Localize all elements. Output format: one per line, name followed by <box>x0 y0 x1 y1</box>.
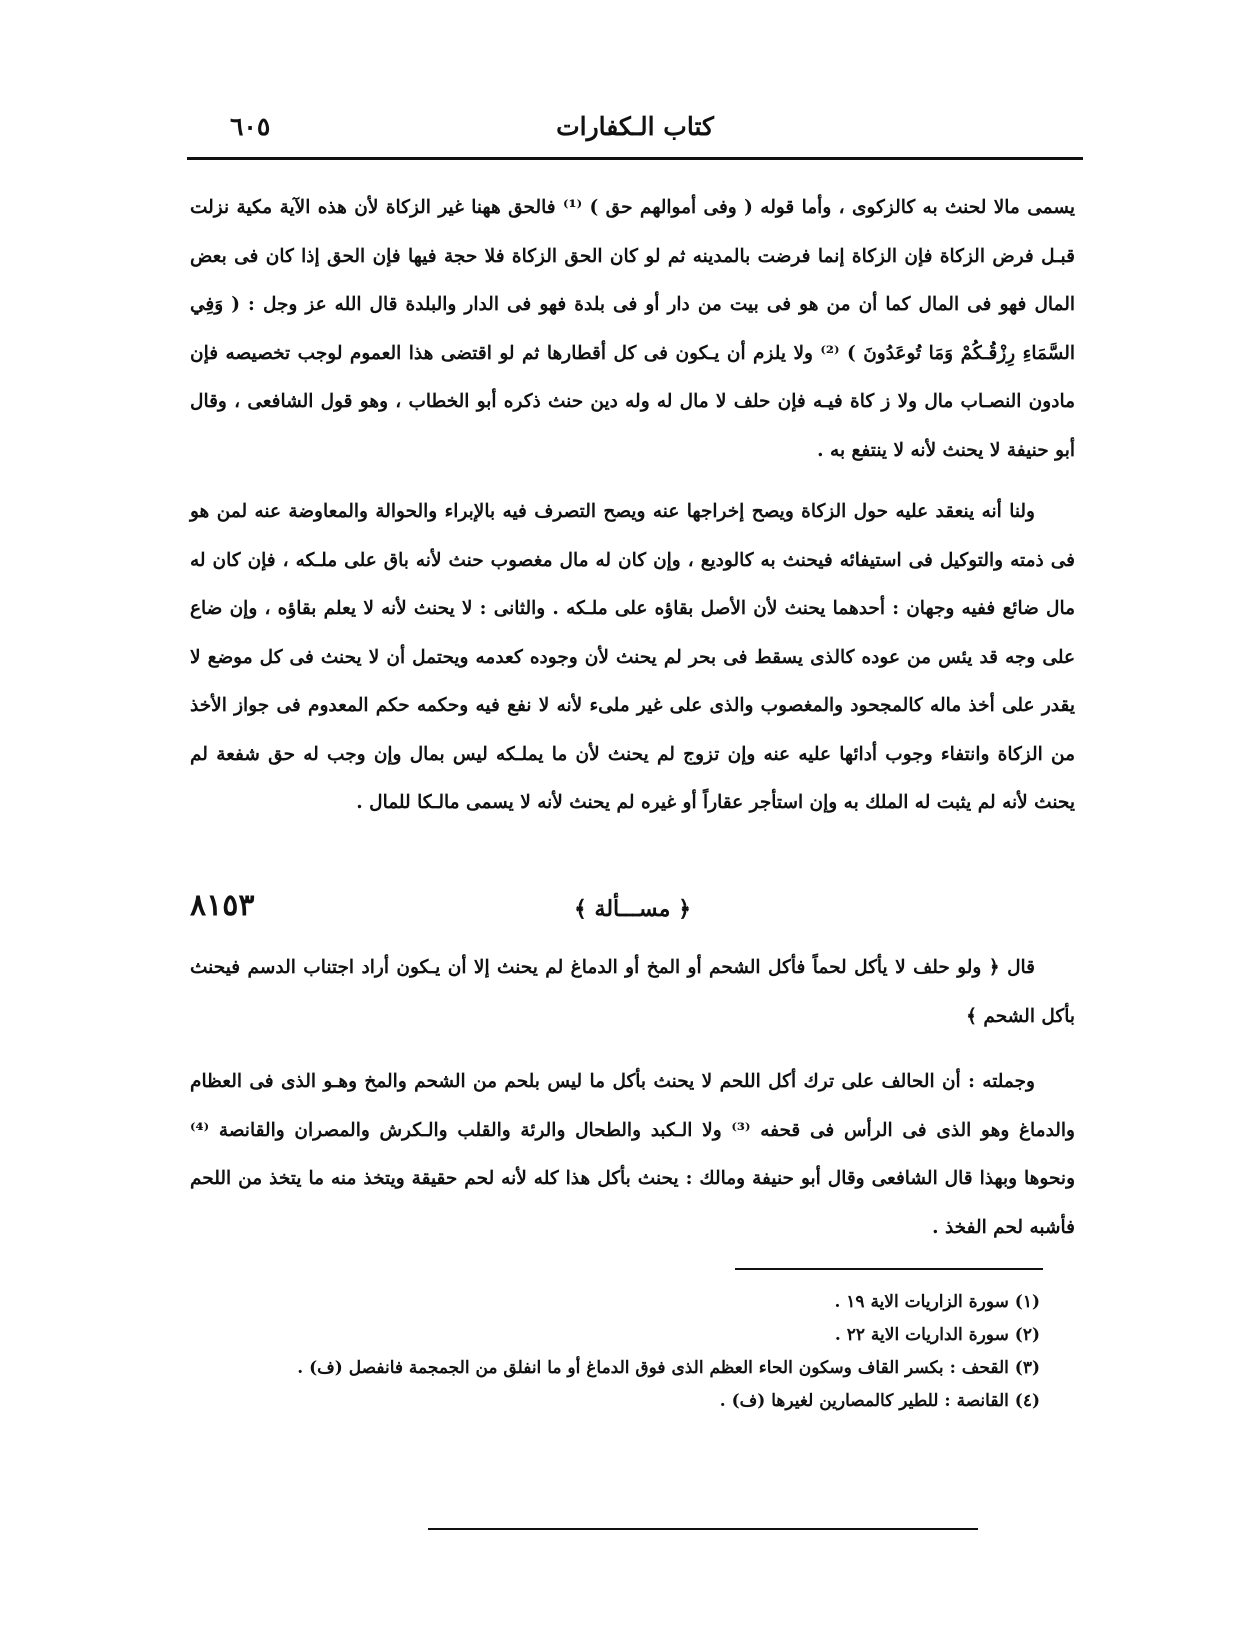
body-paragraph-3 <box>190 944 1075 1041</box>
body-paragraph-4 <box>190 1058 1075 1252</box>
footnote-3: (٣) القحف : بكسر القاف وسكون الحاء العظم الذى فوق الدماغ أو ما انفلق من الجمجمة فانفصل (ف) . <box>297 1358 1040 1378</box>
bottom-divider <box>428 1528 978 1530</box>
paragraph-text: قال ﴿ ولو حلف لا يأكل لحماً فأكل الشحم أو المخ أو الدماغ لم يحنث إلا أن يـكون أراد اجتناب الدسم فيحنث بأكل الشحم ﴾ <box>190 957 1075 1027</box>
masala-number: ٨١٥٣ <box>190 888 255 923</box>
body-paragraph-1 <box>190 184 1075 475</box>
footnote-4: (٤) القانصة : للطير كالمصارين لغيرها (ف) . <box>719 1391 1040 1411</box>
body-paragraph-2 <box>190 488 1075 828</box>
masala-title: ﴿ مســـألة ﴾ <box>573 896 692 922</box>
footnotes <box>200 1286 1040 1418</box>
page-header <box>190 112 1080 152</box>
paragraph-text: يسمى مالا لحنث به كالزكوى ، وأما قوله ( وفى أموالهم حق ) ⁽¹⁾ فالحق ههنا غير الزكاة لأن هذه الآية مكية نزلت قبـل فرض الزكاة فإن الزكاة إنما فرضت بالمدينه ثم لو كان الحق الزكاة فلا حجة فيها فإن الحق إذا كان فى بعض المال فهو فى المال كما أن من هو فى بيت من دار أو فى بلدة فهو فى الدار والبلدة قال الله عز وجل : ( وَفِي السَّمَاءِ رِزْقُـكُمْ وَمَا تُوعَدُونَ ) ⁽²⁾ ولا يلزم أن يـكون فى كل أقطارها ثم لو اقتضى هذا العموم لوجب تخصيصه فإن مادون النصـاب مال ولا ز كاة فيـه فإن حلف لا مال له وله دين حنث ذكره أبو الخطاب ، وهو قول الشافعى ، وقال أبو حنيفة لا يحنث لأنه لا ينتفع به . <box>190 197 1075 461</box>
masala-heading <box>190 888 1075 938</box>
footnote-divider <box>735 1268 1043 1270</box>
footnote-1: (١) سورة الزاريات الاية ١٩ . <box>834 1292 1040 1312</box>
paragraph-text: ولنا أنه ينعقد عليه حول الزكاة ويصح إخراجها عنه ويصح التصرف فيه بالإبراء والحوالة والمعاوضة عنه لمن هو فى ذمته والتوكيل فى استيفائه فيحنث به كالوديع ، وإن كان له مال مغصوب حنث لأنه باق على ملـكه ، فإن كان له مال ضائع ففيه وجهان : أحدهما يحنث لأن الأصل بقاؤه على ملـكه . والثانى : لا يحنث لأنه لا يعلم بقاؤه ، وإن ضاع على وجه قد يئس من عوده كالذى يسقط فى بحر لم يحنث لأن وجوده كعدمه ويحتمل أن لا يحنث فى كل موضع لا يقدر على أخذ ماله كالمجحود والمغصوب والذى على غير ملىء لأنه لا نفع فيه وحكمه حكم المعدوم فى جواز الأخذ من الزكاة وانتفاء وجوب أدائها عليه عنه وإن تزوج لم يحنث لأن ما يملـكه ليس بمال وإن وجب له حق شفعة لم يحنث لأنه لم يثبت له الملك به وإن استأجر عقاراً أو غيره لم يحنث لأنه لا يسمى مالـكا للمال . <box>190 501 1075 813</box>
footnote-2: (٢) سورة الداريات الاية ٢٢ . <box>834 1325 1040 1345</box>
running-title: كتاب الـكفارات <box>556 112 714 141</box>
header-divider <box>187 157 1083 160</box>
page-number: ٦٠٥ <box>230 112 271 141</box>
paragraph-text: وجملته : أن الحالف على ترك أكل اللحم لا يحنث بأكل ما ليس بلحم من الشحم والمخ وهـو الذى فى العظام والدماغ وهو الذى فى الرأس فى قحفه ⁽³⁾ ولا الـكبد والطحال والرئة والقلب والـكرش والمصران والقانصة ⁽⁴⁾ ونحوها وبهذا قال الشافعى وقال أبو حنيفة ومالك : يحنث بأكل هذا كله لأنه لحم حقيقة ويتخذ منه ما يتخذ من اللحم فأشبه لحم الفخذ . <box>190 1071 1075 1238</box>
